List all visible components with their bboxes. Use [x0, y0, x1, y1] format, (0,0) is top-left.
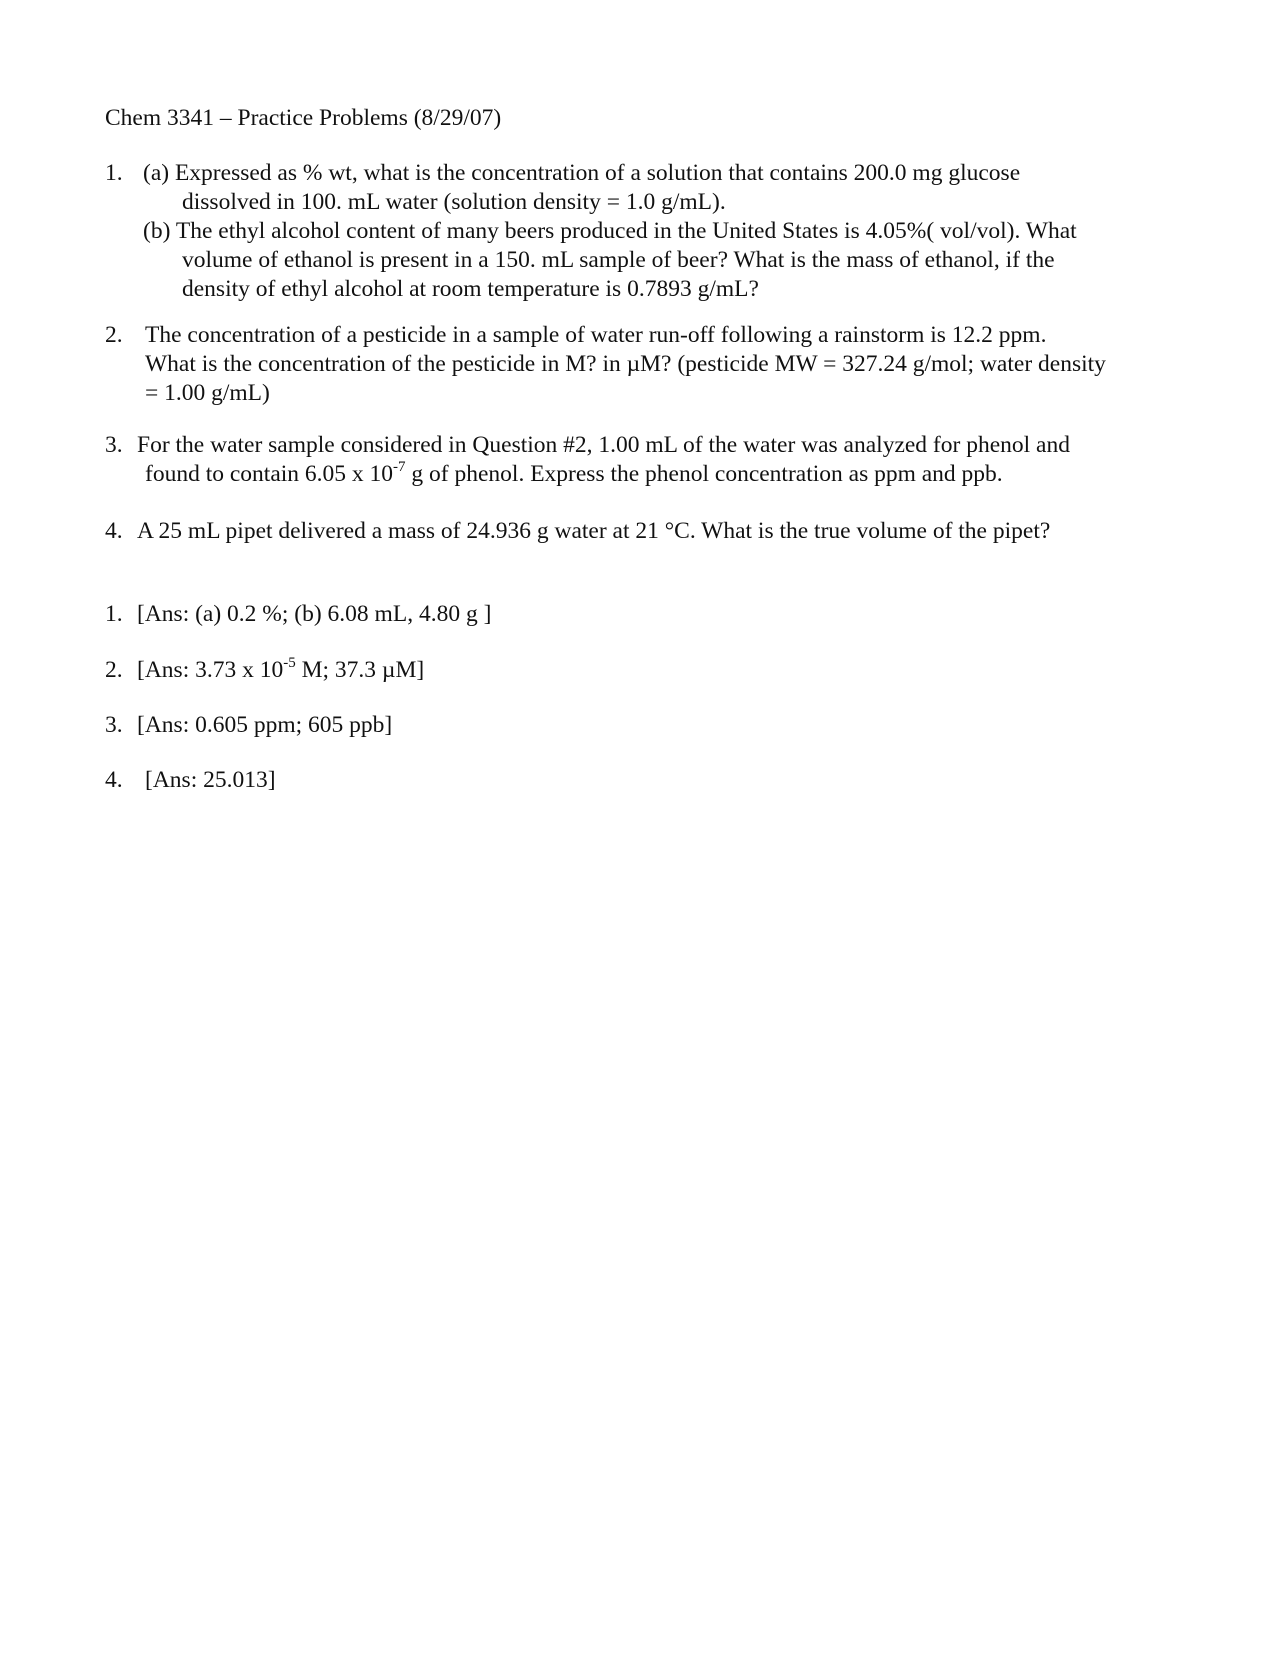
- question-2-line-2: What is the concentration of the pesticide in M? in µM? (pesticide MW = 327.24 g/mol; water density: [145, 351, 1106, 377]
- question-1-part-b-line-3: density of ethyl alcohol at room temperature is 0.7893 g/mL?: [182, 276, 759, 302]
- question-number: 2.: [105, 322, 123, 348]
- answer-text: [Ans: 0.605 ppm; 605 ppb]: [137, 712, 393, 738]
- answer-text: [105, 657, 424, 683]
- answer-number: 4.: [105, 767, 123, 793]
- question-text: The concentration of a pesticide in a sample of water run-off following a rainstorm is 12.2 ppm.: [145, 322, 1047, 348]
- question-2-line-3: = 1.00 g/mL): [145, 380, 270, 406]
- question-3: [105, 431, 1205, 489]
- answer-3: [105, 711, 1205, 740]
- question-text: found to contain 6.05 x 10: [145, 461, 394, 487]
- answer-number: 1.: [105, 601, 123, 627]
- question-text: g of phenol. Express the phenol concentration as ppm and ppb.: [405, 461, 1003, 487]
- answer-4-line: [105, 766, 1205, 795]
- question-text: (a) Expressed as % wt, what is the concentration of a solution that contains 200.0 mg glucose: [143, 160, 1021, 186]
- question-1-part-b-line-1: (b) The ethyl alcohol content of many beers produced in the United States is 4.05%( vol/vol). What: [143, 218, 1077, 244]
- answer-text: [Ans: (a) 0.2 %; (b) 6.08 mL, 4.80 g ]: [137, 601, 492, 627]
- answer-2-line: [105, 656, 1205, 685]
- answer-text-pre: [Ans: 3.73 x 10: [137, 657, 284, 683]
- question-text: For the water sample considered in Question #2, 1.00 mL of the water was analyzed for phenol and: [137, 432, 1070, 458]
- answer-1: [105, 600, 1205, 629]
- question-3-line-1: [105, 431, 1205, 460]
- question-text: A 25 mL pipet delivered a mass of 24.936 g water at 21 °C. What is the true volume of the pipet?: [137, 518, 1051, 544]
- answer-number: 3.: [105, 712, 123, 738]
- answer-text-post: M; 37.3 µM]: [295, 657, 425, 683]
- question-1-part-b-line-2: volume of ethanol is present in a 150. mL sample of beer? What is the mass of ethanol, if the: [182, 247, 1055, 273]
- question-4-line-1: [105, 517, 1205, 546]
- answer-3-line: [105, 711, 1205, 740]
- question-1-part-a-line-1: [105, 159, 1205, 188]
- question-number: 1.: [105, 160, 123, 186]
- question-2: [105, 321, 1205, 408]
- question-1: [105, 159, 1205, 304]
- answer-2: [105, 656, 1205, 685]
- exponent: -5: [283, 655, 296, 671]
- page-title: Chem 3341 – Practice Problems (8/29/07): [105, 105, 502, 131]
- answer-1-line: [105, 600, 1205, 629]
- answer-text: [Ans: 25.013]: [145, 767, 276, 793]
- answer-number: 2.: [105, 657, 123, 683]
- question-number: 4.: [105, 518, 123, 544]
- answer-4: [105, 766, 1205, 795]
- exponent: -7: [393, 459, 406, 475]
- question-3-line-2: [105, 460, 1205, 489]
- question-4: [105, 517, 1205, 546]
- question-2-line-1: [105, 321, 1205, 350]
- question-number: 3.: [105, 432, 123, 458]
- question-1-part-a-line-2: dissolved in 100. mL water (solution density = 1.0 g/mL).: [182, 189, 726, 215]
